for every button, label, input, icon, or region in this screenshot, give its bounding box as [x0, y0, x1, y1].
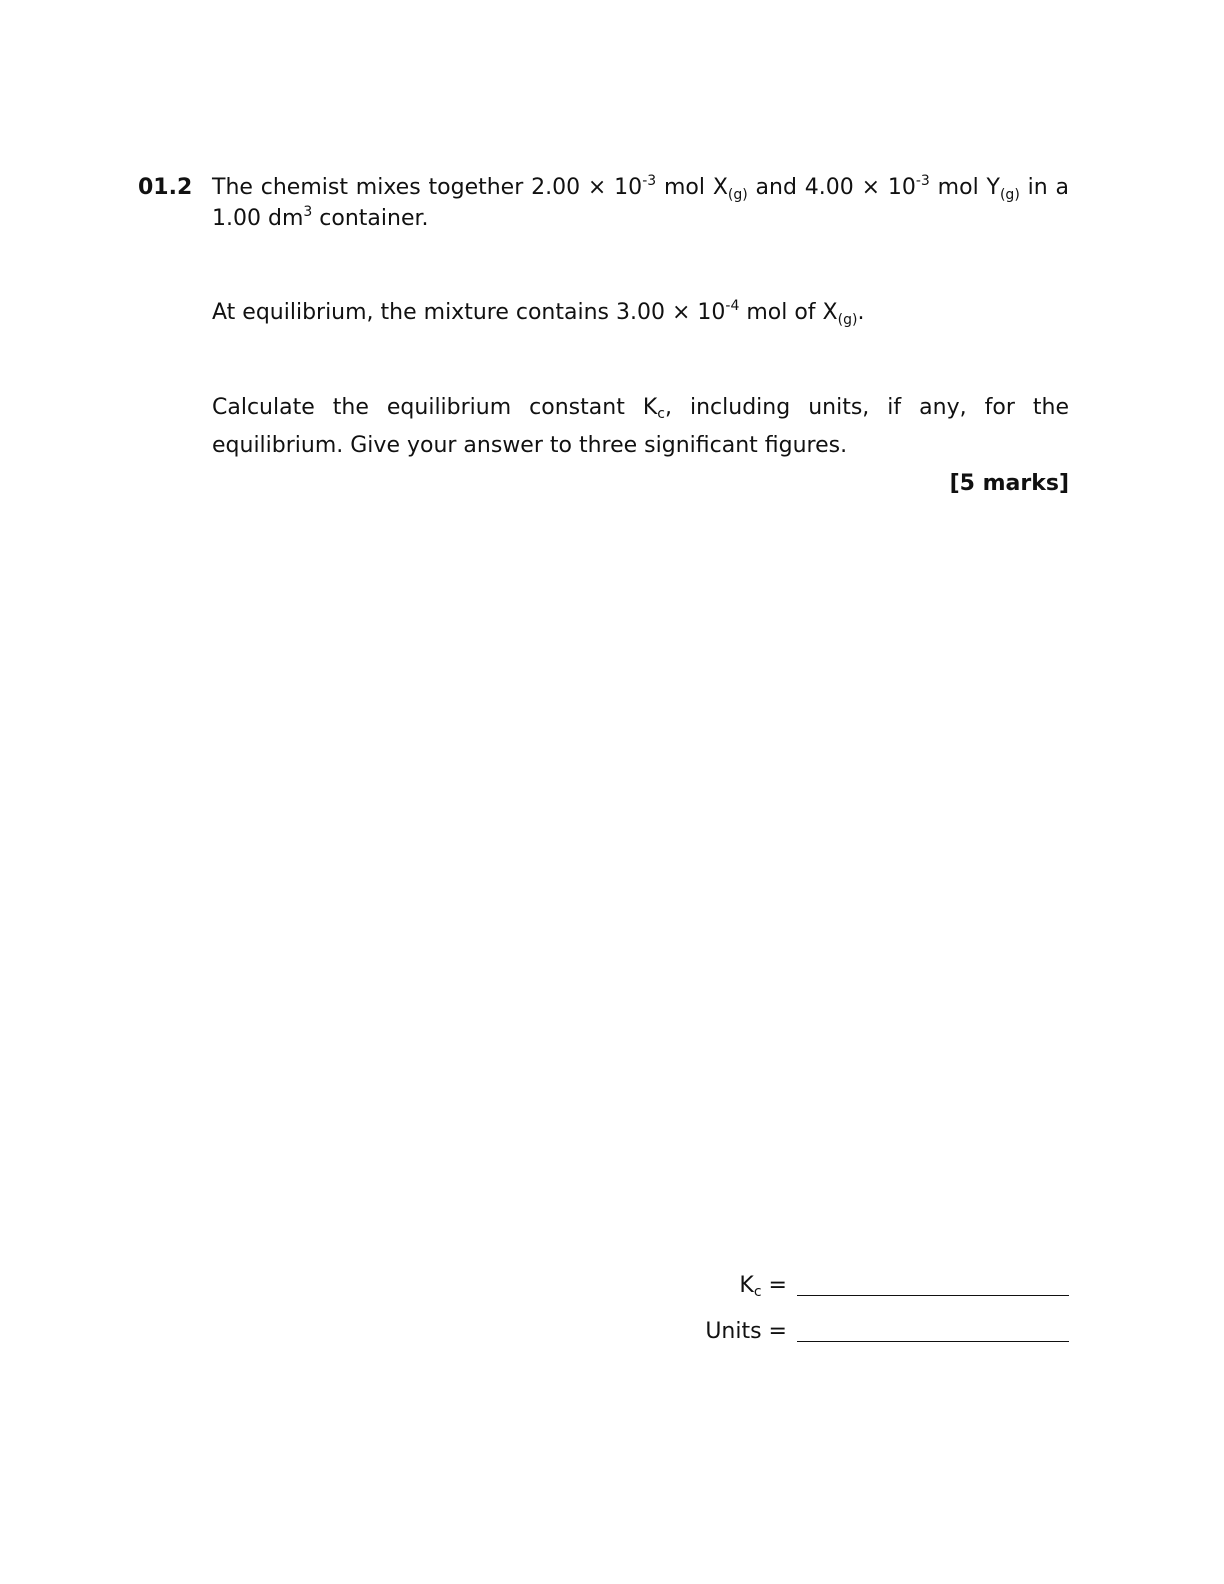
marks-label: [5 marks]	[949, 471, 1069, 496]
question-text-instruction: Calculate the equilibrium constant Kc, including units, if any, for the equilibrium. Give your answer to three significant figures.	[212, 395, 1070, 458]
kc-answer-field[interactable]	[797, 1273, 1069, 1296]
units-answer-field[interactable]	[797, 1319, 1069, 1342]
units-label: Units =	[705, 1319, 787, 1344]
question-text-equilibrium: At equilibrium, the mixture contains $3.00 \times 10^{-4}$ mol of $X_{(g)}$.	[212, 298, 865, 328]
question-text-mixture: The chemist mixes together $2.00 \times 10^{-3}$ mol $X_{(g)}$ and $4.00 \times 10^{-3}$ mol $Y_{(g)}$ in a 1.00 $dm^3$ container.	[212, 173, 1069, 231]
kc-label: Kc =	[739, 1273, 787, 1300]
kc-answer-row	[739, 1269, 1069, 1308]
units-answer-row	[705, 1315, 1069, 1347]
question-number: 01.2	[138, 175, 193, 200]
